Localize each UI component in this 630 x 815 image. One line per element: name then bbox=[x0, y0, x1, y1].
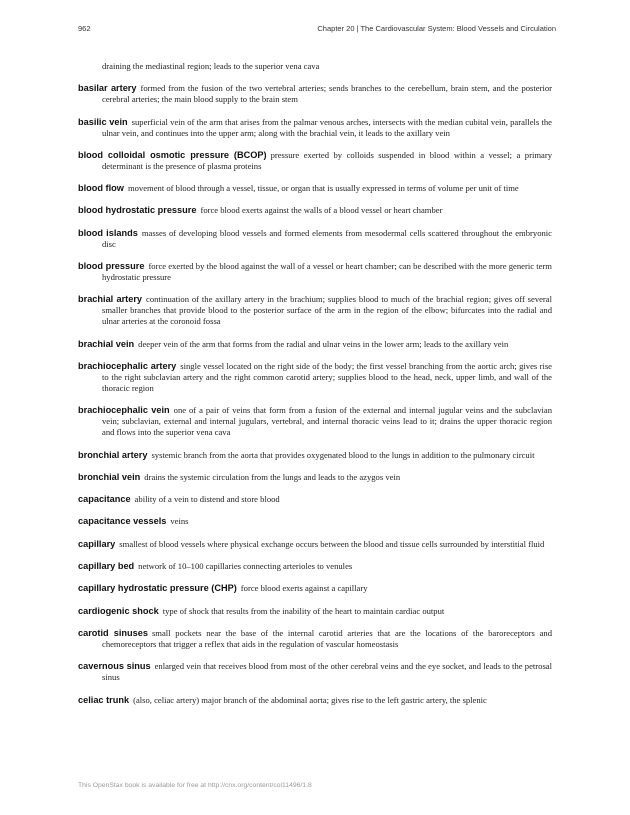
glossary-entry bbox=[78, 261, 552, 283]
glossary-definition: ability of a vein to distend and store blood bbox=[134, 494, 280, 505]
glossary-entry bbox=[78, 183, 552, 194]
glossary-definition: formed from the fusion of the two vertebral arteries; sends branches to the cerebellum, brain stem, and the posterior cerebral arteries; the main blood supply to the brain stem bbox=[102, 83, 552, 105]
glossary-definition: movement of blood through a vessel, tissue, or organ that is usually expressed in terms of volume per unit of time bbox=[127, 183, 519, 194]
page-footer bbox=[78, 782, 312, 789]
glossary-entry bbox=[78, 150, 552, 172]
glossary-definition: single vessel located on the right side of the body; the first vessel branching from the aortic arch; gives rise to the right subclavian artery and the right common carotid artery; supplies blood to the head, neck, upper limb, and wall of the thoracic region bbox=[102, 360, 553, 393]
glossary-definition: smallest of blood vessels where physical exchange occurs between the blood and tissue cells surrounded by interstitial fluid bbox=[119, 538, 545, 549]
glossary-definition: network of 10–100 capillaries connecting arterioles to venules bbox=[138, 561, 353, 572]
glossary-definition: veins bbox=[170, 516, 189, 527]
glossary-entry bbox=[78, 695, 552, 706]
page-header bbox=[78, 24, 556, 33]
glossary-term: cavernous sinus bbox=[78, 661, 151, 672]
glossary-term: capillary hydrostatic pressure (CHP) bbox=[78, 583, 237, 594]
glossary-entry bbox=[78, 472, 552, 483]
chapter-title: Chapter 20 | The Cardiovascular System: Blood Vessels and Circulation bbox=[317, 24, 556, 33]
glossary-entry bbox=[78, 405, 552, 438]
glossary-definition: small pockets near the base of the internal carotid arteries that are the locations of the baroreceptors and chemoreceptors that trigger a reflex that aids in the regulation of vascular homeostasis bbox=[102, 627, 552, 649]
glossary-entry bbox=[78, 561, 552, 572]
glossary-entry bbox=[78, 294, 552, 327]
glossary-term: blood flow bbox=[78, 183, 124, 194]
glossary-term: capillary bbox=[78, 538, 116, 549]
glossary-term: blood islands bbox=[78, 227, 138, 238]
glossary-term: basilar artery bbox=[78, 83, 137, 94]
glossary-term: brachiocephalic artery bbox=[78, 360, 177, 371]
glossary-definition: (also, celiac artery) major branch of the abdominal aorta; gives rise to the left gastric artery, the splenic bbox=[133, 694, 487, 705]
glossary-entry bbox=[78, 83, 552, 105]
glossary-definition: force blood exerts against a capillary bbox=[240, 583, 368, 594]
glossary-definition: force exerted by the blood against the wall of a vessel or heart chamber; can be described with the more generic term hydrostatic pressure bbox=[102, 261, 552, 283]
glossary-definition: superficial vein of the arm that arises from the palmar venous arches, intersects with the median cubital vein, parallels the ulnar vein, and continues into the upper arm; along with the brachial vein, it leads to the axillary vein bbox=[102, 116, 552, 138]
glossary-term: blood pressure bbox=[78, 261, 145, 272]
glossary-term: celiac trunk bbox=[78, 694, 130, 705]
glossary-continuation bbox=[78, 61, 552, 72]
glossary-definition: deeper vein of the arm that forms from the radial and ulnar veins in the lower arm; leads to the axillary vein bbox=[138, 338, 509, 349]
glossary-entry bbox=[78, 516, 552, 527]
glossary-definition: masses of developing blood vessels and formed elements from mesodermal cells scattered throughout the embryonic disc bbox=[102, 227, 552, 249]
glossary-term: blood colloidal osmotic pressure (BCOP) bbox=[78, 149, 267, 160]
glossary-entry bbox=[78, 205, 552, 216]
glossary-definition: continuation of the axillary artery in the brachium; supplies blood to much of the brachial region; gives off several smaller branches that provide blood to the posterior surface of the arm in the region of the elbow; bifurcates into the radial and ulnar arteries at the coronoid fossa bbox=[102, 294, 552, 327]
glossary-term: bronchial artery bbox=[78, 449, 148, 460]
glossary-entry bbox=[78, 628, 552, 650]
glossary-definition: systemic branch from the aorta that provides oxygenated blood to the lungs in addition to the pulmonary circuit bbox=[151, 449, 535, 460]
glossary-definition: force blood exerts against the walls of a blood vessel or heart chamber bbox=[200, 205, 443, 216]
glossary-list bbox=[78, 61, 552, 717]
glossary-definition: enlarged vein that receives blood from most of the other cerebral veins and the eye socket, and leads to the petrosal sinus bbox=[102, 661, 552, 683]
glossary-term: capacitance vessels bbox=[78, 516, 167, 527]
glossary-entry bbox=[78, 450, 552, 461]
glossary-definition: one of a pair of veins that form from a fusion of the external and internal jugular veins and the subclavian vein; subclavian, external and internal jugulars, vertebral, and internal thoracic veins lead to it; drains the upper thoracic region and flows into the superior vena cava bbox=[102, 405, 552, 438]
glossary-entry bbox=[78, 539, 552, 550]
glossary-entry bbox=[78, 606, 552, 617]
page-number: 962 bbox=[78, 24, 91, 33]
glossary-entry bbox=[78, 361, 552, 394]
glossary-entry bbox=[78, 117, 552, 139]
glossary-definition: pressure exerted by colloids suspended in blood within a vessel; a primary determinant is the presence of plasma proteins bbox=[102, 149, 552, 171]
glossary-term: capacitance bbox=[78, 494, 131, 505]
glossary-entry bbox=[78, 494, 552, 505]
glossary-definition: type of shock that results from the inability of the heart to maintain cardiac output bbox=[162, 605, 445, 616]
continuation-definition: draining the mediastinal region; leads to the superior vena cava bbox=[102, 61, 320, 71]
glossary-term: capillary bed bbox=[78, 561, 135, 572]
glossary-definition: drains the systemic circulation from the lungs and leads to the azygos vein bbox=[144, 471, 401, 482]
glossary-term: cardiogenic shock bbox=[78, 605, 159, 616]
glossary-entry bbox=[78, 339, 552, 350]
footer-text: This OpenStax book is available for free at http://cnx.org/content/col11496/1.8 bbox=[78, 782, 312, 789]
glossary-term: brachial artery bbox=[78, 294, 143, 305]
glossary-term: bronchial vein bbox=[78, 471, 141, 482]
glossary-entry bbox=[78, 583, 552, 594]
glossary-entry bbox=[78, 228, 552, 250]
glossary-term: brachiocephalic vein bbox=[78, 405, 170, 416]
glossary-term: brachial vein bbox=[78, 338, 135, 349]
glossary-entry bbox=[78, 661, 552, 683]
glossary-term: carotid sinuses bbox=[78, 627, 148, 638]
glossary-term: blood hydrostatic pressure bbox=[78, 205, 197, 216]
glossary-term: basilic vein bbox=[78, 116, 128, 127]
